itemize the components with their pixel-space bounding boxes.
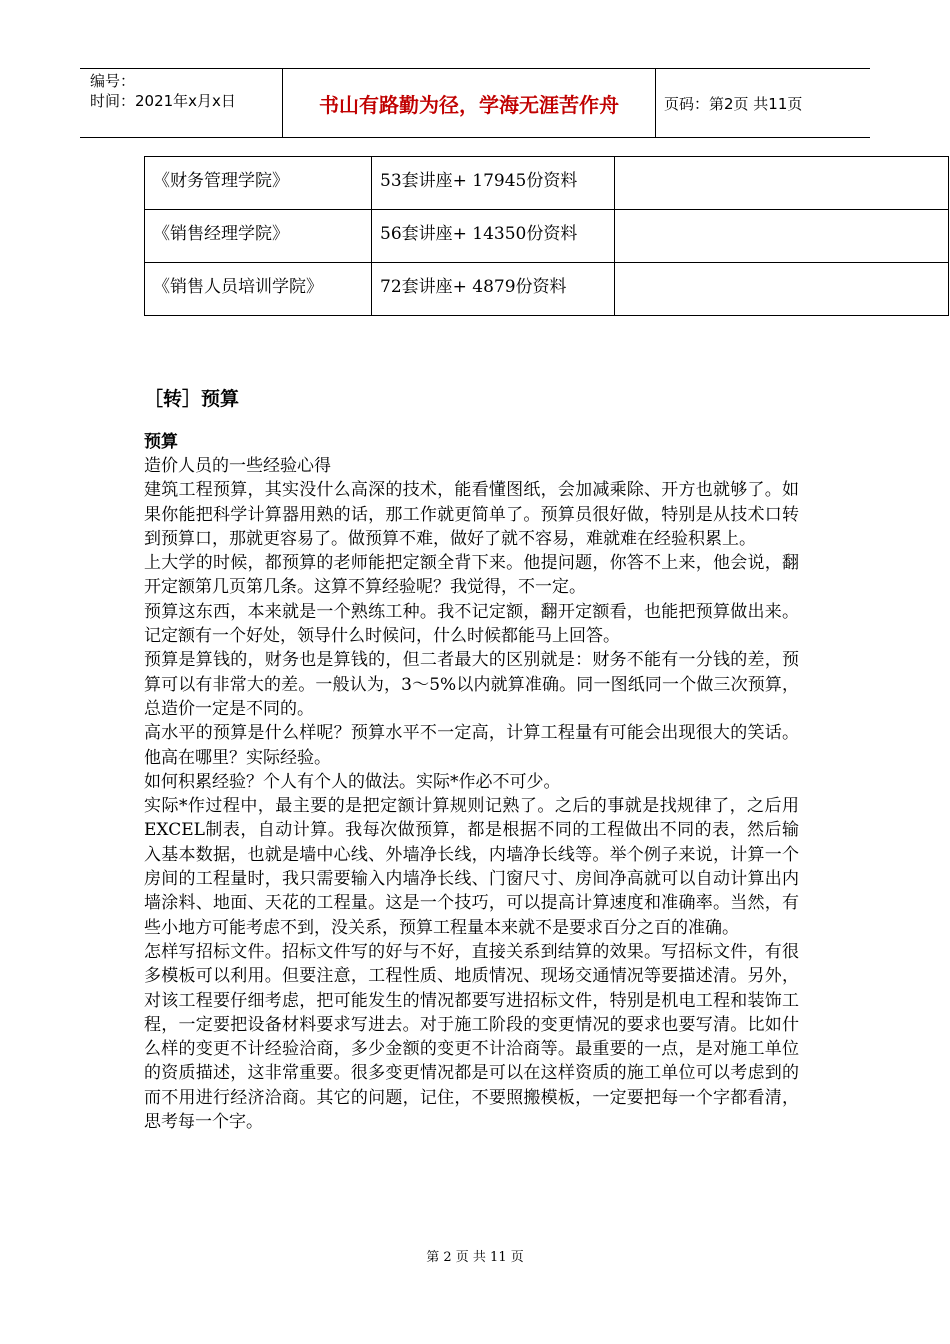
document-number-label: 编号： xyxy=(90,72,136,90)
table-cell-name: 《财务管理学院》 xyxy=(145,157,372,210)
resource-table xyxy=(144,156,949,316)
article-paragraph: 预算这东西，本来就是一个熟练工种。我不记定额，翻开定额看，也能把预算做出来。记定额有一个好处，领导什么时候问，什么时候都能马上回答。 xyxy=(144,601,799,647)
header-meta xyxy=(90,71,280,111)
article-paragraph: 预算是算钱的，财务也是算钱的，但二者最大的区别就是：财务不能有一分钱的差，预算可以有非常大的差。一般认为，3～5%以内就算准确。同一图纸同一个做三次预算，总造价一定是不同的。 xyxy=(144,650,799,719)
table-cell-name: 《销售经理学院》 xyxy=(145,210,372,263)
document-date-label: 时间：2021年x月x日 xyxy=(90,92,236,110)
article-paragraph: 如何积累经验？个人有个人的做法。实际*作必不可少。 xyxy=(144,771,561,792)
table-cell-content: 56套讲座+ 14350份资料 xyxy=(372,210,615,263)
page-header xyxy=(80,68,870,138)
table-cell-extra xyxy=(615,210,949,263)
table-cell-extra xyxy=(615,263,949,316)
header-motto: 书山有路勤为径，学海无涯苦作舟 xyxy=(282,69,656,137)
article-subheading: 造价人员的一些经验心得 xyxy=(144,456,331,476)
table-row xyxy=(145,263,949,316)
article-heading: 预算 xyxy=(144,432,178,452)
article-paragraph: 实际*作过程中，最主要的是把定额计算规则记熟了。之后的事就是找规律了，之后用EXCEL制表，自动计算。我每次做预算，都是根据不同的工程做出不同的表，然后输入基本数据，也就是墙中心线、外墙净长线，内墙净长线等。举个例子来说，计算一个房间的工程量时，我只需要输入内墙净长线、门窗尺寸、房间净高就可以自动计算出内墙涂料、地面、天花的工程量。这是一个技巧，可以提高计算速度和准确率。当然，有些小地方可能考虑不到，没关系，预算工程量本来就不是要求百分之百的准确。 xyxy=(144,796,799,938)
article-paragraph: 上大学的时候，都预算的老师能把定额全背下来。他提问题，你答不上来，他会说，翻开定额第几页第几条。这算不算经验呢？我觉得，不一定。 xyxy=(144,553,799,598)
table-row xyxy=(145,157,949,210)
article-paragraph: 高水平的预算是什么样呢？预算水平不一定高，计算工程量有可能会出现很大的笑话。他高在哪里？实际经验。 xyxy=(144,723,799,768)
table-cell-content: 72套讲座+ 4879份资料 xyxy=(372,263,615,316)
article-body xyxy=(144,430,799,1134)
table-row xyxy=(145,210,949,263)
section-title: ［转］预算 xyxy=(144,388,240,410)
header-page-info: 页码：第2页 共11页 xyxy=(664,94,803,113)
table-cell-content: 53套讲座+ 17945份资料 xyxy=(372,157,615,210)
page-footer: 第 2 页 共 11 页 xyxy=(426,1250,524,1265)
table-cell-name: 《销售人员培训学院》 xyxy=(145,263,372,316)
article-paragraph: 建筑工程预算，其实没什么高深的技术，能看懂图纸，会加减乘除、开方也就够了。如果你能把科学计算器用熟的话，那工作就更简单了。预算员很好做，特别是从技术口转到预算口，那就更容易了。做预算不难，做好了就不容易，难就难在经验积累上。 xyxy=(144,480,799,549)
article-paragraph: 怎样写招标文件。招标文件写的好与不好，直接关系到结算的效果。写招标文件，有很多模板可以利用。但要注意，工程性质、地质情况、现场交通情况等要描述清。另外，对该工程要仔细考虑，把可能发生的情况都要写进招标文件，特别是机电工程和装饰工程，一定要把设备材料要求写进去。对于施工阶段的变更情况的要求也要写清。比如什么样的变更不计经验洽商，多少金额的变更不计洽商等。最重要的一点，是对施工单位的资质描述，这非常重要。很多变更情况都是可以在这样资质的施工单位可以考虑到的而不用进行经济洽商。其它的问题，记住，不要照搬模板，一定要把每一个字都看清，思考每一个字。 xyxy=(144,941,799,1133)
table-cell-extra xyxy=(615,157,949,210)
